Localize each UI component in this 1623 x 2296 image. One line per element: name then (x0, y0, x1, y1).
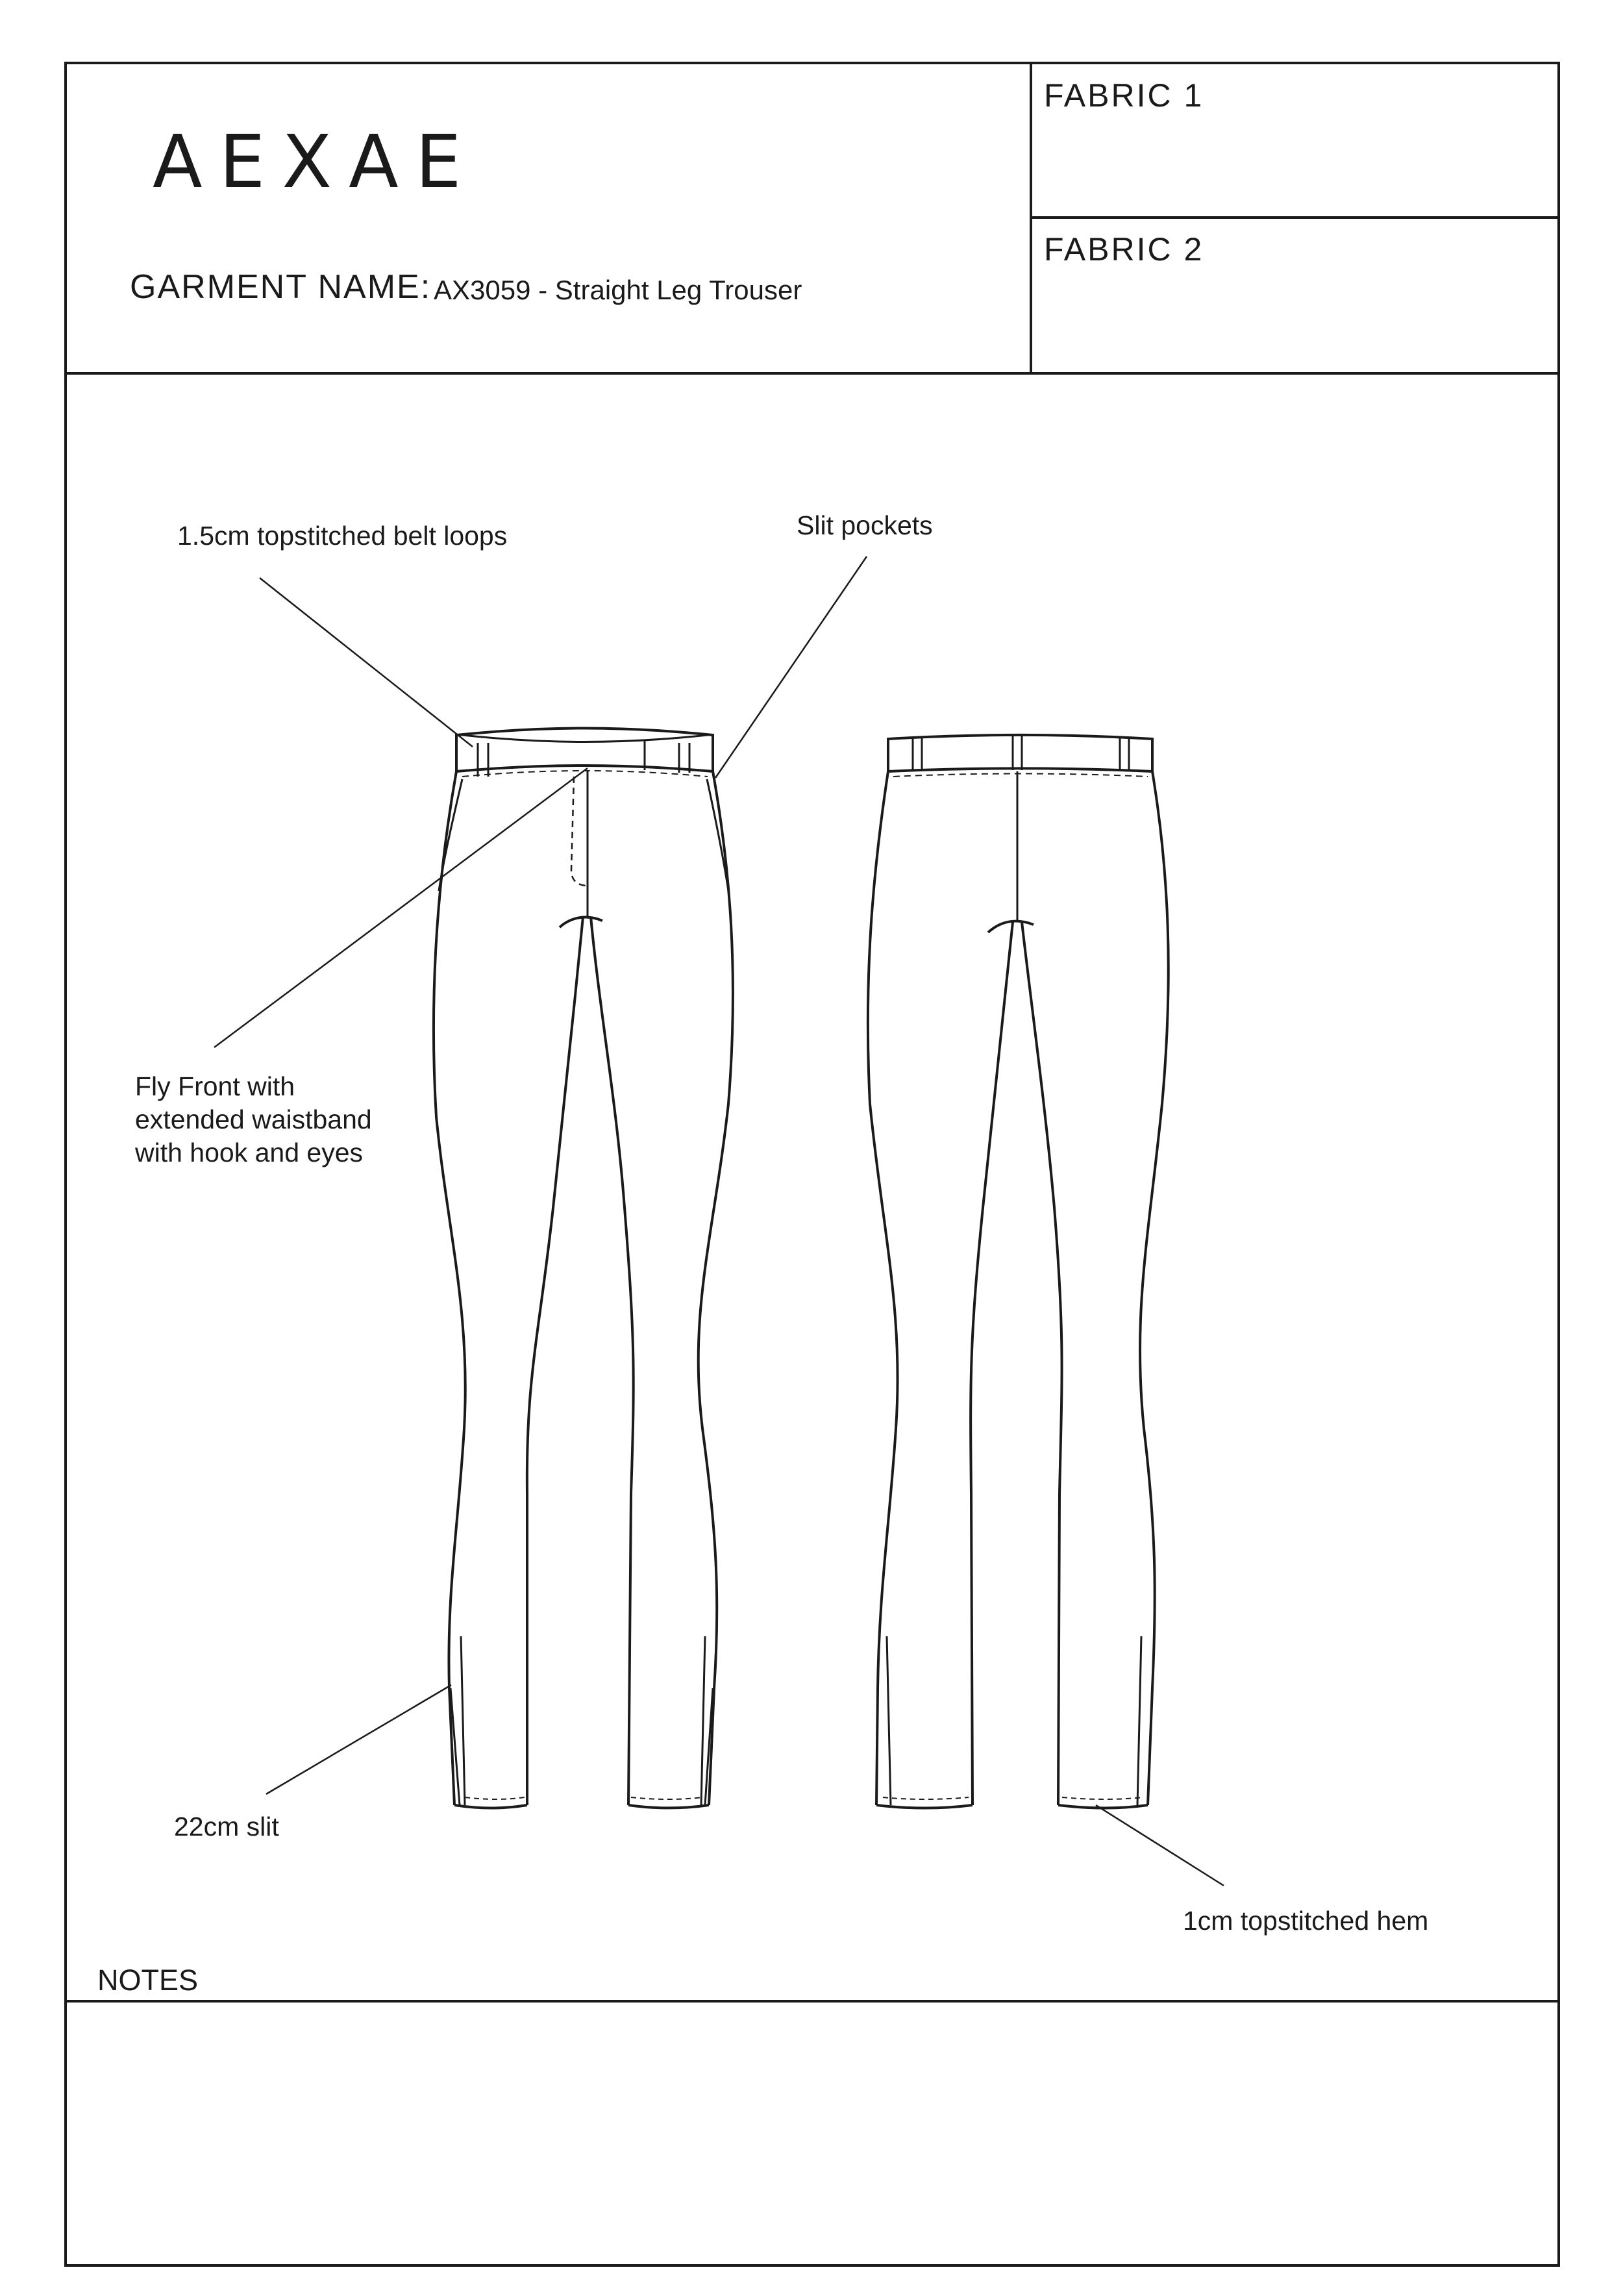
callout-slit: 22cm slit (174, 1812, 279, 1841)
front-waistband (456, 729, 713, 772)
garment-name-value: AX3059 - Straight Leg Trouser (434, 275, 802, 305)
back-view (868, 734, 1169, 1808)
back-hem-stitch-right (1062, 1797, 1143, 1799)
back-slit-left (887, 1636, 891, 1805)
front-fly-topstitch (571, 777, 588, 886)
brand-logo: AEXAE (153, 120, 478, 205)
back-hem-stitch-left (883, 1797, 969, 1799)
callout-leader-lines (214, 556, 1224, 1886)
front-outer-seam-right (699, 771, 733, 1805)
front-waistband-top-facing (462, 735, 708, 742)
front-waistband-stitch (462, 771, 708, 777)
callout-belt-loops: 1.5cm topstitched belt loops (177, 521, 508, 551)
leader-fly-front (214, 768, 588, 1047)
front-inseam-right (591, 917, 634, 1805)
callout-fly-front-line-1: Fly Front with (135, 1071, 295, 1101)
leader-belt-loops (260, 578, 473, 747)
callout-fly-front-line-2: extended waistband (135, 1104, 372, 1134)
front-pocket-left (439, 779, 462, 891)
notes-label: NOTES (97, 1964, 199, 1997)
back-waistband (888, 735, 1152, 771)
back-waistband-stitch (893, 774, 1148, 777)
back-slit-right (1137, 1636, 1141, 1805)
back-outer-seam-left (868, 771, 898, 1805)
callout-hem: 1cm topstitched hem (1183, 1906, 1429, 1936)
back-belt-loop-left (913, 738, 922, 771)
back-hem-right (1058, 1805, 1148, 1808)
front-belt-loop-left (478, 743, 488, 777)
back-inseam-right (1022, 922, 1062, 1805)
leader-slit (266, 1685, 451, 1794)
back-hem-left (876, 1805, 973, 1808)
front-hem-stitch-left (465, 1797, 525, 1799)
back-outer-seam-right (1140, 771, 1169, 1805)
garment-name-label: GARMENT NAME: (130, 268, 432, 306)
front-inseam-left (527, 917, 583, 1805)
front-hem-left (454, 1805, 527, 1808)
fabric-2-label: FABRIC 2 (1044, 231, 1204, 268)
leader-slit-pockets (715, 556, 867, 778)
front-view (434, 729, 733, 1808)
back-belt-loop-right (1120, 738, 1129, 771)
back-belt-loop-centre (1013, 734, 1022, 770)
callout-slit-pockets: Slit pockets (797, 510, 933, 540)
back-inseam-left (971, 922, 1013, 1805)
front-hem-stitch-right (631, 1797, 702, 1799)
callout-fly-front-line-3: with hook and eyes (135, 1138, 364, 1167)
leader-hem (1096, 1805, 1224, 1886)
fabric-1-label: FABRIC 1 (1044, 77, 1204, 114)
front-hem-right (628, 1805, 709, 1808)
